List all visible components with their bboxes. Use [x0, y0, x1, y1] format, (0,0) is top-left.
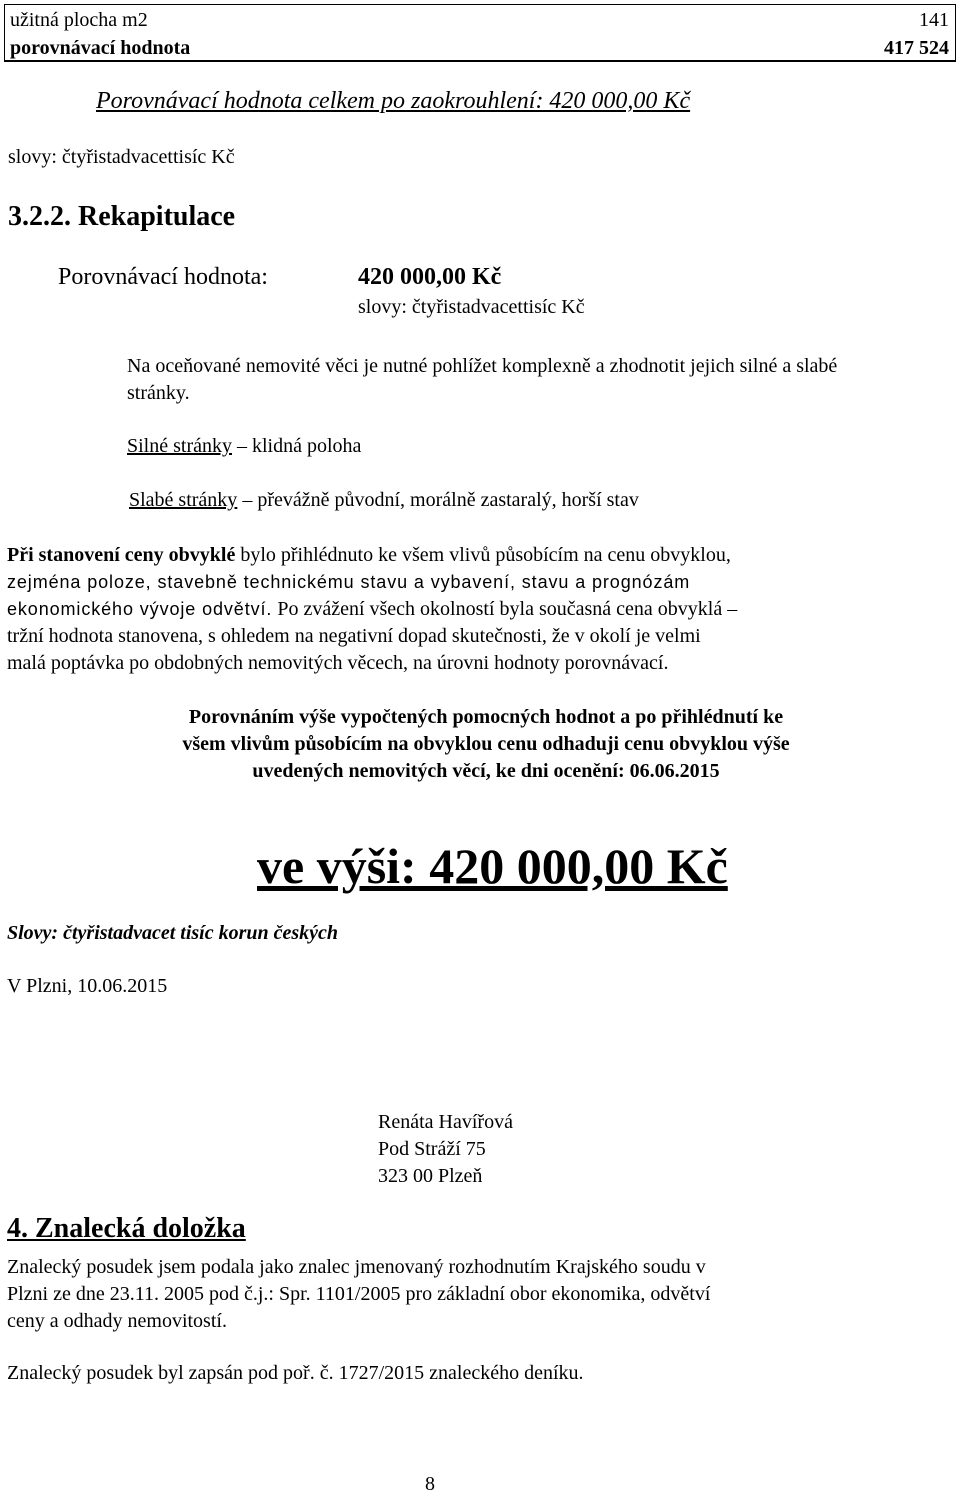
paragraph-line: Plzni ze dne 23.11. 2005 pod č.j.: Spr. 1101/2005 pro základní obor ekonomika, odvětví — [7, 1283, 711, 1305]
table-row — [10, 9, 949, 32]
weaknesses-text: – převážně původní, morálně zastaralý, horší stav — [237, 489, 639, 511]
summary-table — [4, 4, 956, 62]
section-heading-clause: 4. Znalecká doložka — [7, 1213, 246, 1244]
amount-in-words: Slovy: čtyřistadvacet tisíc korun českých — [7, 922, 339, 944]
total-in-words: slovy: čtyřistadvacettisíc Kč — [8, 146, 235, 168]
signer-name: Renáta Havířová — [378, 1111, 513, 1133]
rounded-total: Porovnávací hodnota celkem po zaokrouhlení: 420 000,00 Kč — [96, 88, 691, 114]
paragraph-line: ekonomického vývoje odvětví. Po zvážení všech okolností byla současná cena obvyklá – — [7, 598, 738, 620]
signer-city: 323 00 Plzeň — [378, 1165, 483, 1187]
section-heading-recap: 3.2.2. Rekapitulace — [8, 201, 236, 232]
page-number: 8 — [425, 1473, 435, 1495]
strengths — [127, 435, 361, 458]
conclusion-line: všem vlivům působícím na obvyklou cenu odhaduji cenu obvyklou výše — [182, 733, 790, 755]
strengths-label: Silné stránky — [127, 435, 232, 457]
weaknesses — [129, 489, 639, 512]
final-amount: ve výši: 420 000,00 Kč — [257, 838, 728, 894]
recap-note: Na oceňované nemovité věci je nutné pohlížet komplexně a zhodnotit jejich silné a slabé stránky. — [127, 355, 838, 404]
paragraph-line: zejména poloze, stavebně technickému stavu a vybavení, stavu a prognózám — [7, 572, 691, 592]
paragraph-line: malá poptávka po obdobných nemovitých věcech, na úrovni hodnoty porovnávací. — [7, 652, 669, 674]
paragraph-lead: Při stanovení ceny obvyklé — [7, 544, 236, 566]
comparative-value-label: porovnávací hodnota — [10, 37, 191, 59]
signer-street: Pod Stráží 75 — [378, 1138, 486, 1160]
area-label: užitná plocha m2 — [10, 9, 148, 31]
paragraph-line: Znalecký posudek jsem podala jako znalec jmenovaný rozhodnutím Krajského soudu v — [7, 1256, 706, 1278]
area-value: 141 — [919, 9, 949, 31]
comparative-value: 417 524 — [884, 37, 949, 59]
strengths-text: – klidná poloha — [232, 435, 362, 457]
conclusion — [60, 704, 912, 785]
paragraph-line: tržní hodnota stanovena, s ohledem na negativní dopad skutečnosti, že v okolí je velmi — [7, 625, 701, 647]
place-and-date: V Plzni, 10.06.2015 — [7, 975, 168, 997]
paragraph-line: ceny a odhady nemovitostí. — [7, 1310, 227, 1332]
registry-note: Znalecký posudek byl zapsán pod poř. č. 1727/2015 znaleckého deníku. — [7, 1362, 584, 1384]
conclusion-line: Porovnáním výše vypočtených pomocných hodnot a po přihlédnutí ke — [188, 706, 784, 728]
paragraph-line: Při stanovení ceny obvyklé bylo přihlédnuto ke všem vlivů působícím na cenu obvyklou, — [7, 544, 731, 566]
market-paragraph — [7, 542, 859, 677]
clause-paragraph — [7, 1254, 859, 1335]
recap-value: 420 000,00 Kč — [358, 264, 502, 290]
recap-label: Porovnávací hodnota: — [58, 264, 268, 290]
weaknesses-label: Slabé stránky — [129, 489, 238, 511]
signature-block — [378, 1109, 513, 1190]
conclusion-line: uvedených nemovitých věcí, ke dni ocenění: 06.06.2015 — [252, 760, 720, 782]
table-row — [10, 37, 949, 60]
recap-words: slovy: čtyřistadvacettisíc Kč — [358, 296, 585, 318]
